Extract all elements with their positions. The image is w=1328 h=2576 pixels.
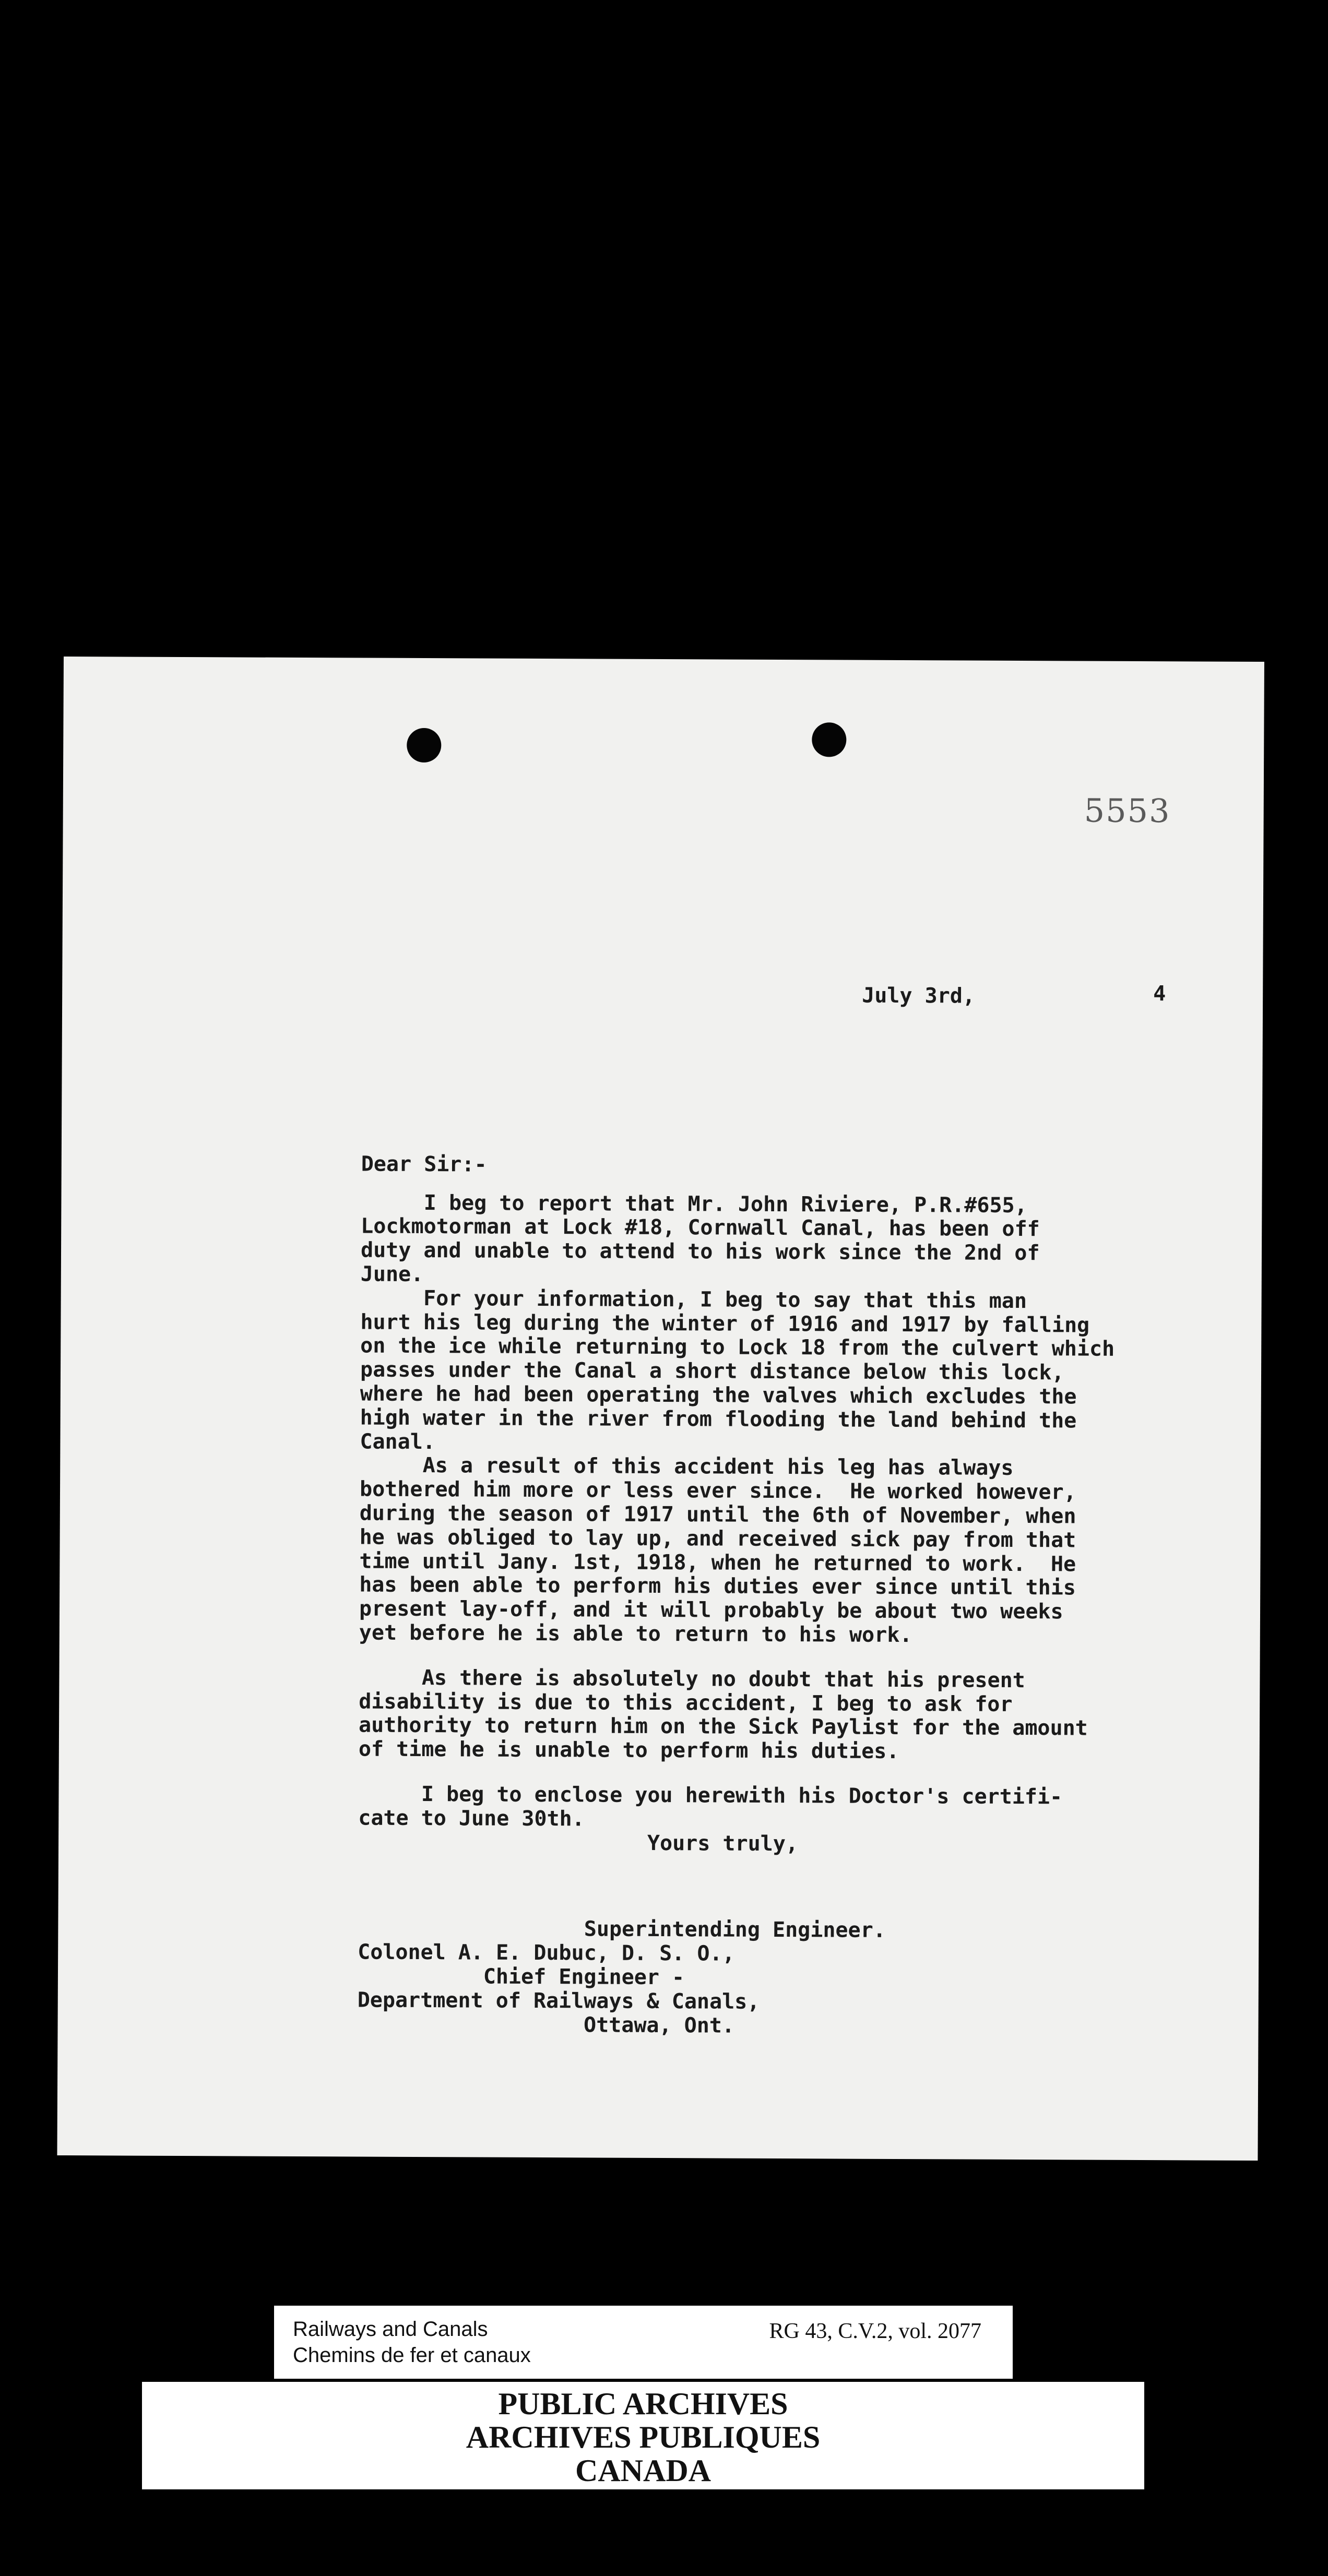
archive-reference-box: [274, 2306, 1013, 2379]
text-line: time until Jany. 1st, 1918, when he returned to work. He: [359, 1549, 1076, 1577]
archive-title: [142, 2387, 1144, 2487]
text-line: I beg to enclose you herewith his Doctor's certifi-: [358, 1782, 1063, 1809]
text-line: Canal.: [360, 1429, 436, 1454]
text-line: present lay-off, and it will probably be about two weeks: [359, 1596, 1063, 1624]
addressee-line: Colonel A. E. Dubuc, D. S. O.,: [358, 1940, 735, 1966]
punch-hole-right: [812, 722, 846, 757]
text-line: disability is due to this accident, I beg to ask for: [359, 1689, 1013, 1716]
text-line: duty and unable to attend to his work since the 2nd of: [360, 1238, 1040, 1266]
text-line: during the season of 1917 until the 6th of November, when: [359, 1501, 1076, 1529]
letter-page: [57, 657, 1264, 2161]
archive-title-french: ARCHIVES PUBLIQUES: [466, 2420, 821, 2454]
text-line: Lockmotorman at Lock #18, Cornwall Canal, has been off: [361, 1214, 1040, 1242]
paragraph-2: [360, 1286, 1114, 1457]
paragraph-1: [361, 1191, 1116, 1290]
text-line: hurt his leg during the winter of 1916 and 1917 by falling: [360, 1310, 1090, 1338]
text-line: high water in the river from flooding the land behind the: [360, 1405, 1077, 1433]
addressee-block: [357, 1941, 1112, 2040]
paragraph-4: [359, 1666, 1113, 1764]
text-line: cate to June 30th.: [358, 1806, 585, 1831]
document-number: 5553: [1084, 791, 1171, 830]
paragraph-3: [359, 1454, 1114, 1649]
department-names: [293, 2316, 531, 2368]
addressee-line: Ottawa, Ont.: [357, 2011, 735, 2038]
archive-title-country: CANADA: [575, 2453, 711, 2488]
closing: Yours truly,: [358, 1829, 799, 1856]
text-line: For your information, I beg to say that this man: [360, 1286, 1027, 1313]
department-english: Railways and Canals: [293, 2318, 488, 2341]
letter-date: July 3rd,: [862, 983, 976, 1008]
archive-reference: RG 43, C.V.2, vol. 2077: [769, 2319, 981, 2343]
text-line: of time he is unable to perform his duties.: [358, 1737, 899, 1764]
punch-hole-left: [407, 728, 441, 762]
text-line: As a result of this accident his leg has always: [360, 1453, 1014, 1481]
text-line: authority to return him on the Sick Paylist for the amount: [358, 1713, 1088, 1740]
letter-body: [357, 1128, 1116, 2087]
text-line: where he had been operating the valves which excludes the: [360, 1381, 1077, 1409]
text-line: passes under the Canal a short distance below this lock,: [360, 1357, 1064, 1385]
text-line: has been able to perform his duties ever since until this: [359, 1572, 1076, 1600]
archive-title-english: PUBLIC ARCHIVES: [498, 2387, 788, 2421]
addressee-line: Chief Engineer -: [357, 1964, 685, 1990]
text-line: I beg to report that Mr. John Riviere, P.R.#655,: [361, 1190, 1027, 1218]
text-line: yet before he is able to return to his work.: [359, 1620, 912, 1648]
text-line: As there is absolutely no doubt that his present: [359, 1665, 1025, 1692]
addressee-line: Department of Railways & Canals,: [357, 1988, 760, 2014]
text-line: June.: [360, 1262, 424, 1287]
page-number: 4: [1153, 982, 1166, 1006]
salutation: Dear Sir:-: [361, 1152, 487, 1177]
text-line: he was obliged to lay up, and received sick pay from that: [359, 1525, 1076, 1553]
paragraph-5: [358, 1782, 1112, 1833]
signature-title: Superintending Engineer.: [358, 1916, 886, 1943]
text-line: on the ice while returning to Lock 18 from the culvert which: [360, 1333, 1115, 1362]
text-line: bothered him more or less ever since. He worked however,: [359, 1477, 1076, 1505]
department-french: Chemins de fer et canaux: [293, 2344, 531, 2367]
